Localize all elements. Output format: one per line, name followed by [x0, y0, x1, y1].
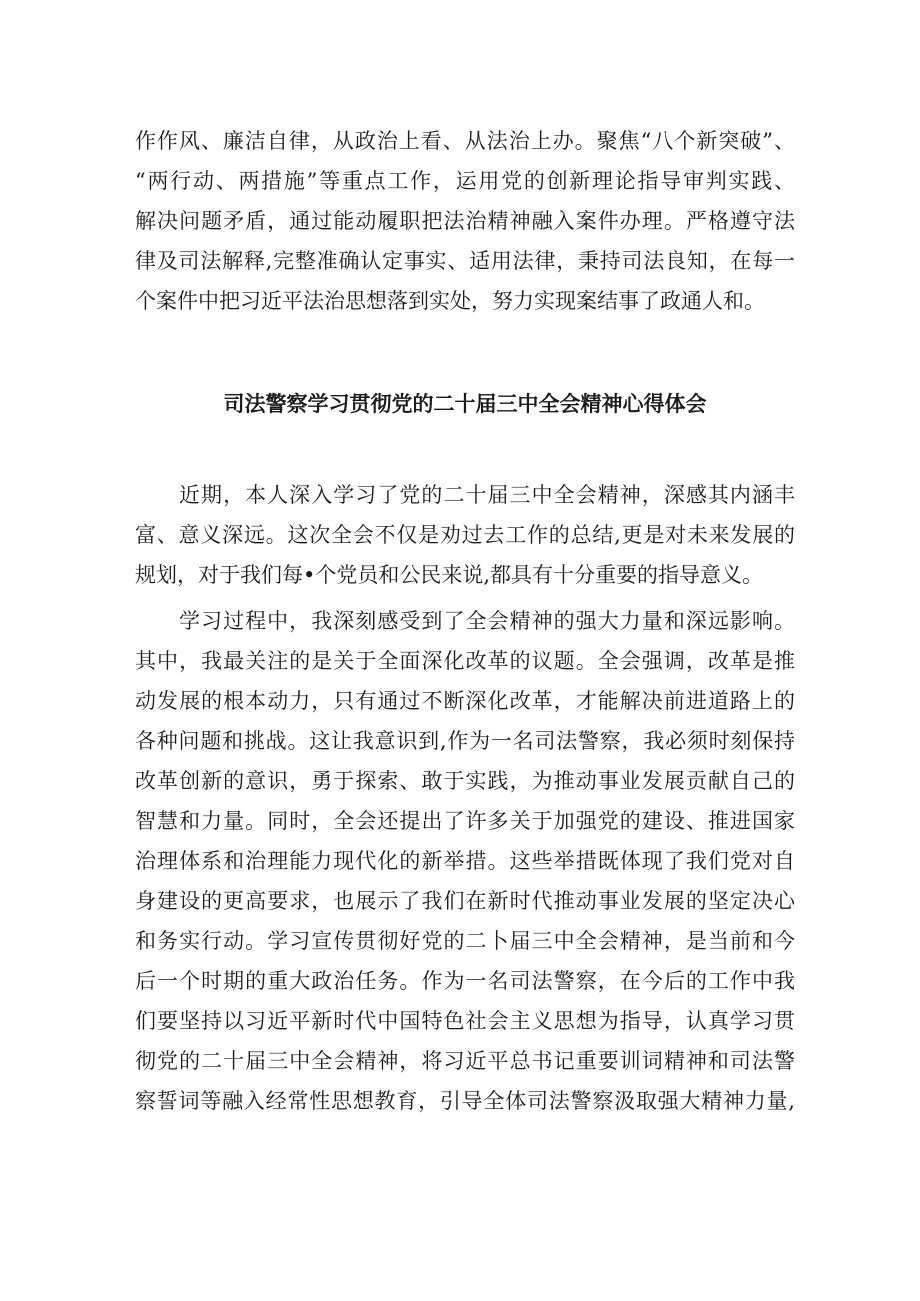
paragraph-line: 身建设的更高要求，也展示了我们在新时代推动事业发展的坚定决心: [135, 889, 795, 913]
paragraph-line: 学习过程中，我深刻感受到了全会精神的强大力量和深远影响。: [179, 609, 795, 633]
paragraph-body: [135, 601, 795, 1121]
paragraph-line: 作作风、廉洁自律，从政治上看、从法治上办。聚焦“八个新突破”、: [135, 129, 795, 153]
paragraph-line: 改革创新的意识，勇于探索、敢于实践，为推动事业发展贡献自己的: [135, 769, 795, 793]
paragraph-line: 各种问题和挑战。这让我意识到,作为一名司法警察，我必须时刻保持: [135, 729, 795, 753]
paragraph-line: 律及司法解释,完整准确认定事实、适用法律，秉持司法良知，在每一: [135, 249, 795, 273]
paragraph-line: 和务实行动。学习宣传贯彻好党的二卜届三中全会精神，是当前和今: [135, 929, 795, 953]
paragraph-line: “两行动、两措施”等重点工作，运用党的创新理论指导审判实践、: [135, 169, 795, 193]
paragraph-line: 规划，对于我们每•个党员和公民来说,都具有十分重要的指导意义。: [135, 563, 764, 587]
paragraph-line: 智慧和力量。同时，全会还提出了许多关于加强党的建设、推进国家: [135, 809, 795, 833]
paragraph-line: 察誓词等融入经常性思想教育，引导全体司法警察汲取强大精神力量,: [135, 1089, 795, 1113]
paragraph-line: 近期，本人深入学习了党的二十届三中全会精神，深感其内涵丰: [179, 483, 795, 507]
paragraph-line: 彻党的二十届三中全会精神，将习近平总书记重要训词精神和司法警: [135, 1049, 795, 1073]
paragraph-line: 后一个时期的重大政治任务。作为一名司法警察，在今后的工作中我: [135, 969, 795, 993]
section-title: 司法警察学习贯彻党的二十届三中全会精神心得体会: [223, 392, 707, 416]
paragraph-line: 动发展的根本动力，只有通过不断深化改革，才能解决前进道路上的: [135, 689, 795, 713]
paragraph-line: 个案件中把习近平法治思想落到实处，努力实现案结事了政通人和。: [135, 289, 765, 313]
paragraph-line: 解决问题矛盾，通过能动履职把法治精神融入案件办理。严格遵守法: [135, 209, 795, 233]
paragraph-line: 们要坚持以习近平新时代中国特色社会主义思想为指导，认真学习贯: [135, 1009, 795, 1033]
paragraph-intro: [135, 475, 795, 595]
paragraph-line: 其中，我最关注的是关于全面深化改革的议题。全会强调，改革是推: [135, 649, 795, 673]
paragraph-continuation: [135, 121, 795, 321]
paragraph-line: 富、意义深远。这次全会不仅是劝过去工作的总结,更是对未来发展的: [135, 523, 795, 547]
paragraph-line: 治理体系和治理能力现代化的新举措。这些举措既体现了我们党对自: [135, 849, 795, 873]
